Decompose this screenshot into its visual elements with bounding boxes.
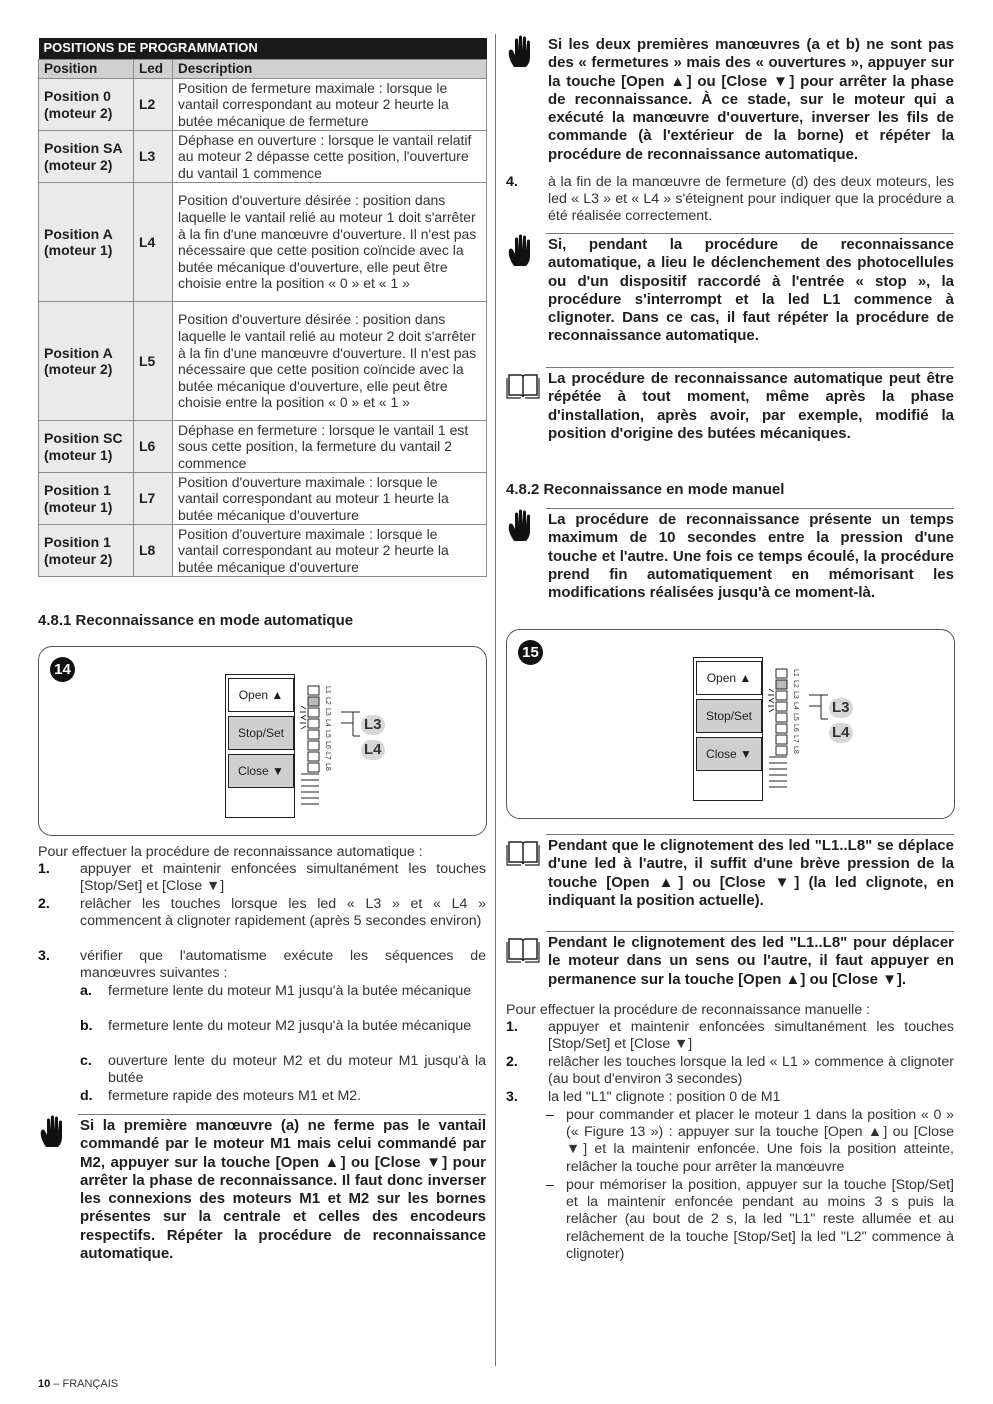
control-panel bbox=[225, 674, 295, 818]
description-cell: Position d'ouverture maximale : lorsque le vantail correspondant au moteur 2 heurte la butée mécanique d'ouverture bbox=[173, 525, 487, 577]
open-button[interactable]: Open ▲ bbox=[696, 661, 762, 695]
led-label: L6 bbox=[324, 741, 331, 749]
table-row bbox=[39, 131, 487, 183]
led-label: L7 bbox=[324, 752, 331, 760]
position-motor: (moteur 2) bbox=[44, 104, 113, 121]
position-motor: (moteur 1) bbox=[44, 498, 113, 515]
col-header-description: Description bbox=[173, 59, 487, 79]
col-header-led: Led bbox=[134, 59, 173, 79]
description-cell: Position d'ouverture désirée : position dans laquelle le vantail relié au moteur 2 doit s'arrêter à la fin d'une manœuvre d'ouverture. Il n'est pas nécessaire que cette position coïncide avec la butée mécanique d'ouverture, elle peut être choisie entre la position « 0 » et « 1 » bbox=[173, 302, 487, 421]
col-header-position: Position bbox=[39, 59, 134, 79]
led-label: L4 bbox=[792, 702, 799, 710]
step-1: 1. appuyer et maintenir enfoncées simultanément les touches [Stop/Set] et [Close ▼] bbox=[38, 861, 486, 895]
led-cell: L6 bbox=[134, 421, 173, 473]
warning-text: La procédure de reconnaissance présente un temps maximum de 10 secondes entre la pression d'une touche et l'autre. Une fois ce temps écoulé, la procédure prend fin automatiquement en mémorisant les modifications réalisées jusqu'à ce moment-là. bbox=[548, 511, 954, 602]
led-cell: L7 bbox=[134, 473, 173, 525]
warning-note bbox=[506, 508, 954, 612]
stop-set-button[interactable]: Stop/Set bbox=[228, 716, 294, 750]
auto-intro: Pour effectuer la procédure de reconnaissance automatique : bbox=[38, 844, 423, 860]
info-text: Pendant que le clignotement des led "L1..L8" se déplace d'une led à l'autre, il suffit d'une brève pression de la touche [Open ▲] ou [Close ▼] (la led clignote, en indiquant la position actuelle). bbox=[548, 837, 954, 909]
led-cell: L5 bbox=[134, 302, 173, 421]
description-cell: Déphase en ouverture : lorsque le vantail relatif au moteur 2 dépasse cette position, l'ouverture du vantail 1 commence bbox=[173, 131, 487, 183]
hand-warning-icon bbox=[38, 1114, 72, 1148]
hand-warning-icon bbox=[506, 508, 540, 542]
warning-text: Si, pendant la procédure de reconnaissance automatique, a lieu le déclenchement des photocellules ou d'un dispositif raccordé à l'entrée « stop », la procédure s'interrompt et la led L1 commence à clignoter. Dans ce cas, il faut répéter la procédure de reconnaissance automatique. bbox=[548, 236, 954, 345]
warning-text: Si les deux premières manœuvres (a et b) ne sont pas des « fermetures » mais des « ouvertures », appuyer sur la touche [Open ▲] ou [Close ▼] pour arrêter la phase de reconnaissance. À ce stade, sur le moteur qui a exécuté la manœuvre d'ouverture, inverser les fils de commande (à l'extérieur de la borne) et répéter la procédure de reconnaissance automatique. bbox=[548, 36, 954, 163]
warning-text: Si la première manœuvre (a) ne ferme pas le vantail commandé par le moteur M1 mais celui commandé par M2, appuyer sur la touche [Open ▲] ou [Close ▼] pour arrêter la phase de reconnaissance. Il faut donc inverser les connexions des moteurs M1 et M2 sur les bornes présentes sur la centrale et celles des encodeurs respectifs. Répéter la procédure de reconnaissance automatique. bbox=[80, 1117, 486, 1263]
led-label: L3 bbox=[324, 708, 331, 716]
led-label: L2 bbox=[324, 697, 331, 705]
substep-b: b. fermeture lente du moteur M2 jusqu'à la butée mécanique bbox=[80, 1018, 472, 1034]
position-name: Position 1 bbox=[44, 534, 111, 551]
step-2: 2. relâcher les touches lorsque les led « L3 » et « L4 » commencent à clignoter rapidement (après 5 secondes environ) bbox=[38, 896, 486, 930]
position-motor: (moteur 2) bbox=[44, 156, 113, 173]
table-row bbox=[39, 473, 487, 525]
manual-intro: Pour effectuer la procédure de reconnaissance manuelle : bbox=[506, 1002, 871, 1018]
close-button[interactable]: Close ▼ bbox=[228, 754, 294, 788]
led-label: L4 bbox=[324, 719, 331, 727]
position-motor: (moteur 2) bbox=[44, 550, 113, 567]
book-icon bbox=[506, 367, 540, 401]
open-button[interactable]: Open ▲ bbox=[228, 678, 294, 712]
page-footer: 10 – FRANÇAIS bbox=[38, 1378, 119, 1390]
table-title: POSITIONS DE PROGRAMMATION bbox=[39, 38, 487, 59]
hand-warning-icon bbox=[506, 233, 540, 267]
hand-warning-icon bbox=[506, 34, 540, 68]
substep-d: d. fermeture rapide des moteurs M1 et M2. bbox=[80, 1088, 362, 1104]
figure-number: 15 bbox=[518, 640, 543, 665]
figure-number: 14 bbox=[50, 657, 75, 682]
led-label: L6 bbox=[792, 724, 799, 732]
led-cell: L3 bbox=[134, 131, 173, 183]
table-row bbox=[39, 302, 487, 421]
led-cell: L2 bbox=[134, 79, 173, 131]
substep-c: c. ouverture lente du moteur M2 et du moteur M1 jusqu'à la butée bbox=[80, 1053, 486, 1087]
position-motor: (moteur 1) bbox=[44, 242, 113, 259]
book-icon bbox=[506, 834, 540, 868]
position-name: Position 1 bbox=[44, 482, 111, 499]
section-heading-4-8-2: 4.8.2 Reconnaissance en mode manuel bbox=[506, 481, 785, 498]
led-label: L5 bbox=[792, 713, 799, 721]
manual-substep-dash: – pour mémoriser la position, appuyer sur la touche [Stop/Set] et la maintenir enfoncée pendant au moins 3 s puis la relâcher (au bout de 2 s, la led "L1" reste allumée et au relâchement de la touche [Stop/Set] la led "L2" commence à clignoter) bbox=[546, 1177, 954, 1262]
led-label: L1 bbox=[792, 669, 799, 677]
manual-step-2: 2. relâcher les touches lorsque la led « L1 » commence à clignoter (au bout d'environ 3 secondes) bbox=[506, 1054, 954, 1088]
substep-a: a. fermeture lente du moteur M1 jusqu'à la butée mécanique bbox=[80, 983, 472, 999]
position-name: Position A bbox=[44, 225, 113, 242]
callout-l4: L4 bbox=[829, 723, 853, 743]
figure-15 bbox=[506, 629, 955, 819]
column-divider bbox=[495, 34, 496, 1366]
table-row bbox=[39, 525, 487, 577]
section-heading-4-8-1: 4.8.1 Reconnaissance en mode automatique bbox=[38, 612, 354, 629]
table-row bbox=[39, 421, 487, 473]
led-label: L3 bbox=[792, 691, 799, 699]
led-label: L5 bbox=[324, 730, 331, 738]
manual-step-1: 1. appuyer et maintenir enfoncées simultanément les touches [Stop/Set] et [Close ▼] bbox=[506, 1019, 954, 1053]
info-text: La procédure de reconnaissance automatique peut être répétée à tout moment, même après la phase d'installation, après avoir, par exemple, modifié la position d'origine des butées mécaniques. bbox=[548, 370, 954, 442]
table-row bbox=[39, 79, 487, 131]
led-label: L7 bbox=[792, 735, 799, 743]
programming-positions-table bbox=[38, 38, 487, 577]
warning-note bbox=[506, 34, 954, 169]
figure-14 bbox=[38, 646, 487, 836]
description-cell: Position d'ouverture maximale : lorsque le vantail correspondant au moteur 1 heurte la butée mécanique d'ouverture bbox=[173, 473, 487, 525]
table-row bbox=[39, 183, 487, 302]
manual-step-3: 3. la led "L1" clignote : position 0 de M1 bbox=[506, 1089, 781, 1105]
position-name: Position SC bbox=[44, 430, 123, 447]
description-cell: Position de fermeture maximale : lorsque le vantail correspondant au moteur 2 heurte la butée mécanique de fermeture bbox=[173, 79, 487, 131]
warning-note bbox=[38, 1114, 486, 1264]
led-label: L8 bbox=[324, 763, 331, 771]
callout-l4: L4 bbox=[361, 740, 385, 760]
step-4: 4. à la fin de la manœuvre de fermeture (d) des deux moteurs, les led « L3 » et « L4 » s'éteignent pour indiquer que la procédure a été réalisée correctement. bbox=[506, 174, 954, 225]
position-motor: (moteur 1) bbox=[44, 446, 113, 463]
led-label: L8 bbox=[792, 746, 799, 754]
position-motor: (moteur 2) bbox=[44, 361, 113, 378]
close-button[interactable]: Close ▼ bbox=[696, 737, 762, 771]
info-text: Pendant le clignotement des led "L1..L8" pour déplacer le moteur dans un sens ou l'autre, il faut appuyer en permanence sur la touche [Open ▲] ou [Close ▼]. bbox=[548, 934, 954, 988]
info-note bbox=[506, 834, 954, 918]
description-cell: Position d'ouverture désirée : position dans laquelle le vantail relié au moteur 1 doit s'arrêter à la fin d'une manœuvre d'ouverture. Il n'est pas nécessaire que cette position coïncide avec la butée mécanique d'ouverture, elle peut être choisie entre la position « 0 » et « 1 » bbox=[173, 183, 487, 302]
led-cell: L8 bbox=[134, 525, 173, 577]
led-label: L1 bbox=[324, 686, 331, 694]
step-3: 3. vérifier que l'automatisme exécute les séquences de manœuvres suivantes : bbox=[38, 948, 486, 982]
position-name: Position A bbox=[44, 344, 113, 361]
position-name: Position SA bbox=[44, 140, 123, 157]
book-icon bbox=[506, 931, 540, 965]
position-name: Position 0 bbox=[44, 88, 111, 105]
stop-set-button[interactable]: Stop/Set bbox=[696, 699, 762, 733]
info-note bbox=[506, 931, 954, 997]
callout-l3: L3 bbox=[829, 698, 853, 718]
description-cell: Déphase en fermeture : lorsque le vantail 1 est sous cette position, la fermeture du vantail 2 commence bbox=[173, 421, 487, 473]
manual-substep-dash: – pour commander et placer le moteur 1 dans la position « 0 » (« Figure 13 ») : appuyer sur la touche [Open ▲] ou [Close ▼] et la maintenir enfoncée. Une fois la position atteinte, relâcher la touche pour arrêter la manœuvre bbox=[546, 1107, 954, 1175]
led-label: L2 bbox=[792, 680, 799, 688]
warning-note bbox=[506, 233, 954, 353]
led-cell: L4 bbox=[134, 183, 173, 302]
callout-l3: L3 bbox=[361, 715, 385, 735]
control-panel bbox=[693, 657, 763, 801]
info-note bbox=[506, 367, 954, 453]
